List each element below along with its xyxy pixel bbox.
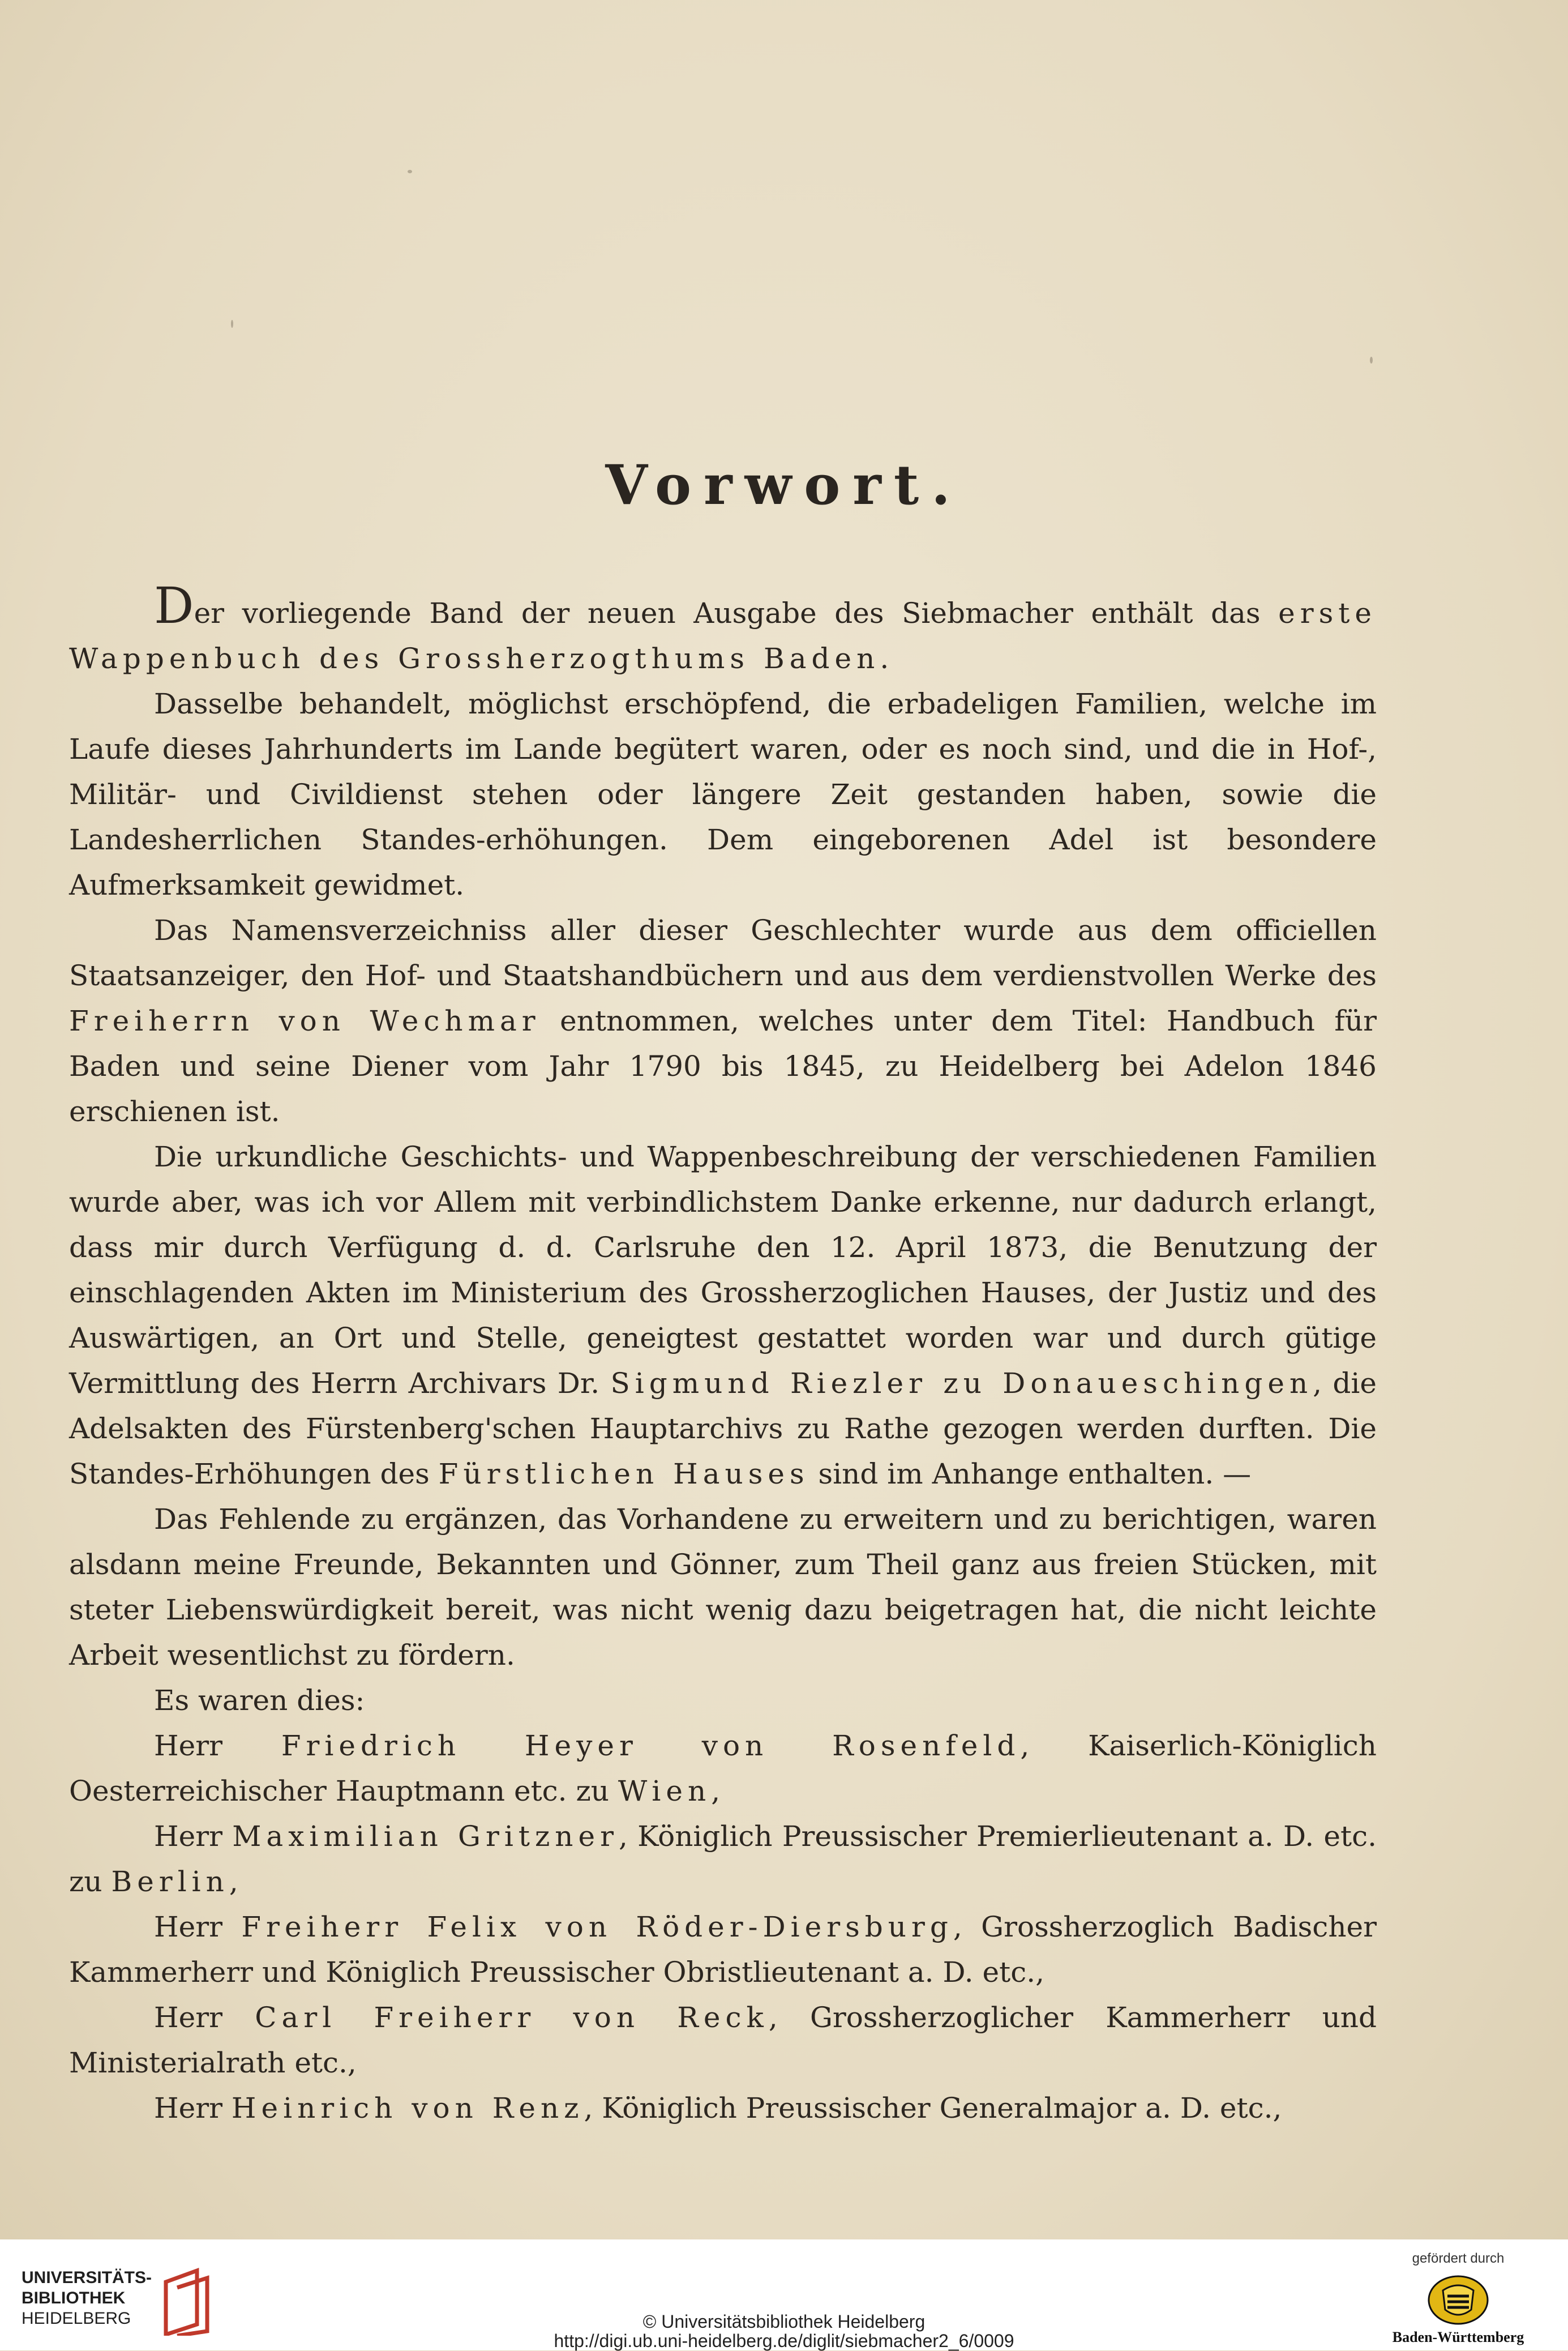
paragraph <box>69 2085 1377 2131</box>
library-line: BIBLIOTHEK <box>22 2289 126 2307</box>
text-run: Herr <box>154 2092 232 2125</box>
text-run: , <box>711 1775 721 1807</box>
page-title: Vorwort. <box>605 453 963 517</box>
sponsor-block <box>1373 2251 1543 2346</box>
library-line: HEIDELBERG <box>22 2309 131 2328</box>
text-run: Herr <box>154 1910 242 1943</box>
text-run: , Grossherzoglich Badischer Kammerherr und Königlich Preussischer Obristlieutenant a. D. etc., <box>69 1910 1377 1989</box>
spaced-name: erste Wappenbuch des Grossherzogthums Baden <box>69 597 1377 675</box>
spaced-name: Heinrich von Renz <box>231 2092 584 2125</box>
text-run: , Königlich Preussischer Premierlieutenant a. D. etc. zu <box>69 1820 1377 1898</box>
text-run: Das Fehlende zu ergänzen, das Vorhandene zu erweitern und zu berichtigen, waren alsdann meine Freunde, Bekannten und Gönner, zum Theil ganz aus freien Stücken, mit steter Liebenswürdigkeit bereit, was nicht wenig dazu beigetragen hat, die nicht leichte Arbeit wesentlichst zu fördern. <box>69 1503 1377 1672</box>
sponsor-label: gefördert durch <box>1412 2251 1505 2266</box>
paragraph <box>69 908 1377 1134</box>
document-body <box>69 576 1377 2131</box>
baden-wuerttemberg-crest-icon <box>1427 2275 1489 2326</box>
spaced-name: Freiherrn von Wechmar <box>69 1004 541 1037</box>
paragraph <box>69 1904 1377 1995</box>
paragraph <box>69 1814 1377 1904</box>
text-run: entnommen, welches unter dem Titel: Handbuch für Baden und seine Diener vom Jahr 1790 bis 1845, zu Heidelberg bei Adelon 1846 erschienen ist. <box>69 1004 1377 1128</box>
text-run: , Kaiserlich-Königlich Oesterreichischer Hauptmann etc. zu <box>69 1729 1377 1807</box>
text-run: Herr <box>154 2001 255 2034</box>
paragraph <box>69 1134 1377 1497</box>
footer-bar <box>0 2239 1568 2350</box>
spaced-name: Sigmund Riezler zu Donaueschingen <box>610 1367 1313 1400</box>
copyright-text: © Universitätsbibliothek Heidelberg <box>642 2311 926 2332</box>
paper-speck <box>1370 357 1373 364</box>
spaced-name: Carl Freiherr von Reck <box>255 2001 769 2034</box>
paper-speck <box>231 320 233 328</box>
text-run: Dasselbe behandelt, möglichst erschöpfend, die erbadeligen Familien, welche im Laufe dieses Jahrhunderts im Lande begütert waren, oder es noch sind, und die in Hof-, Militär- und Civildienst stehen oder längere Zeit gestanden haben, sowie die Landesherrlichen Standes-erhöhungen. Dem eingeborenen Adel ist besondere Aufmerksamkeit gewidmet. <box>69 687 1377 901</box>
spaced-name: Wien <box>618 1775 712 1807</box>
text-run: , Grossherzoglicher Kammerherr und Ministerialrath etc., <box>69 2001 1377 2079</box>
paragraph <box>69 1995 1377 2085</box>
footer-credits <box>0 2312 1568 2350</box>
text-run: Herr <box>154 1729 281 1762</box>
paragraph <box>69 1678 1377 1723</box>
paragraph <box>69 681 1377 908</box>
paper-speck <box>408 170 412 173</box>
text-run: , Königlich Preussischer Generalmajor a. D. etc., <box>584 2092 1282 2125</box>
text-run: Herr <box>154 1820 233 1853</box>
text-run: , die Adelsakten des Fürstenberg'schen Hauptarchivs zu Rathe gezogen werden durften. Die Standes-Erhöhungen des <box>69 1367 1377 1490</box>
sponsor-name: Baden-Württemberg <box>1392 2329 1524 2345</box>
paragraph <box>69 1497 1377 1678</box>
source-url[interactable]: http://digi.ub.uni-heidelberg.de/diglit/siebmacher2_6/0009 <box>554 2331 1014 2351</box>
text-run: , <box>229 1865 238 1898</box>
paragraph <box>69 1723 1377 1814</box>
spaced-name: Friedrich Heyer von Rosenfeld <box>281 1729 1021 1762</box>
spaced-name: Fürstlichen Hauses <box>438 1457 809 1490</box>
text-run: Das Namensverzeichniss aller dieser Geschlechter wurde aus dem officiellen Staatsanzeiger, den Hof- und Staatshandbüchern und aus dem verdienstvollen Werke des <box>69 914 1377 992</box>
text-run: Die urkundliche Geschichts- und Wappenbeschreibung der verschiedenen Familien wurde aber, was ich vor Allem mit verbindlichstem Danke erkenne, nur dadurch erlangt, dass mir durch Verfügung d. d. Carlsruhe den 12. April 1873, die Benutzung der einschlagenden Akten im Ministerium des Grossherzoglichen Hauses, der Justiz und des Auswärtigen, an Ort und Stelle, geneigtest gestattet worden war und durch gütige Vermittlung des Herrn Archivars Dr. <box>69 1140 1377 1400</box>
spaced-name: Berlin <box>111 1865 229 1898</box>
text-run: Es waren dies: <box>154 1684 365 1717</box>
text-run: . <box>880 642 889 675</box>
paragraph <box>69 576 1377 681</box>
spaced-name: Maximilian Gritzner <box>232 1820 619 1853</box>
text-run: Der vorliegende Band der neuen Ausgabe des Siebmacher enthält das <box>154 576 1279 635</box>
spaced-name: Freiherr Felix von Röder-Diersburg <box>241 1910 953 1943</box>
library-line: UNIVERSITÄTS- <box>22 2268 152 2287</box>
text-run: sind im Anhange enthalten. — <box>809 1457 1252 1490</box>
